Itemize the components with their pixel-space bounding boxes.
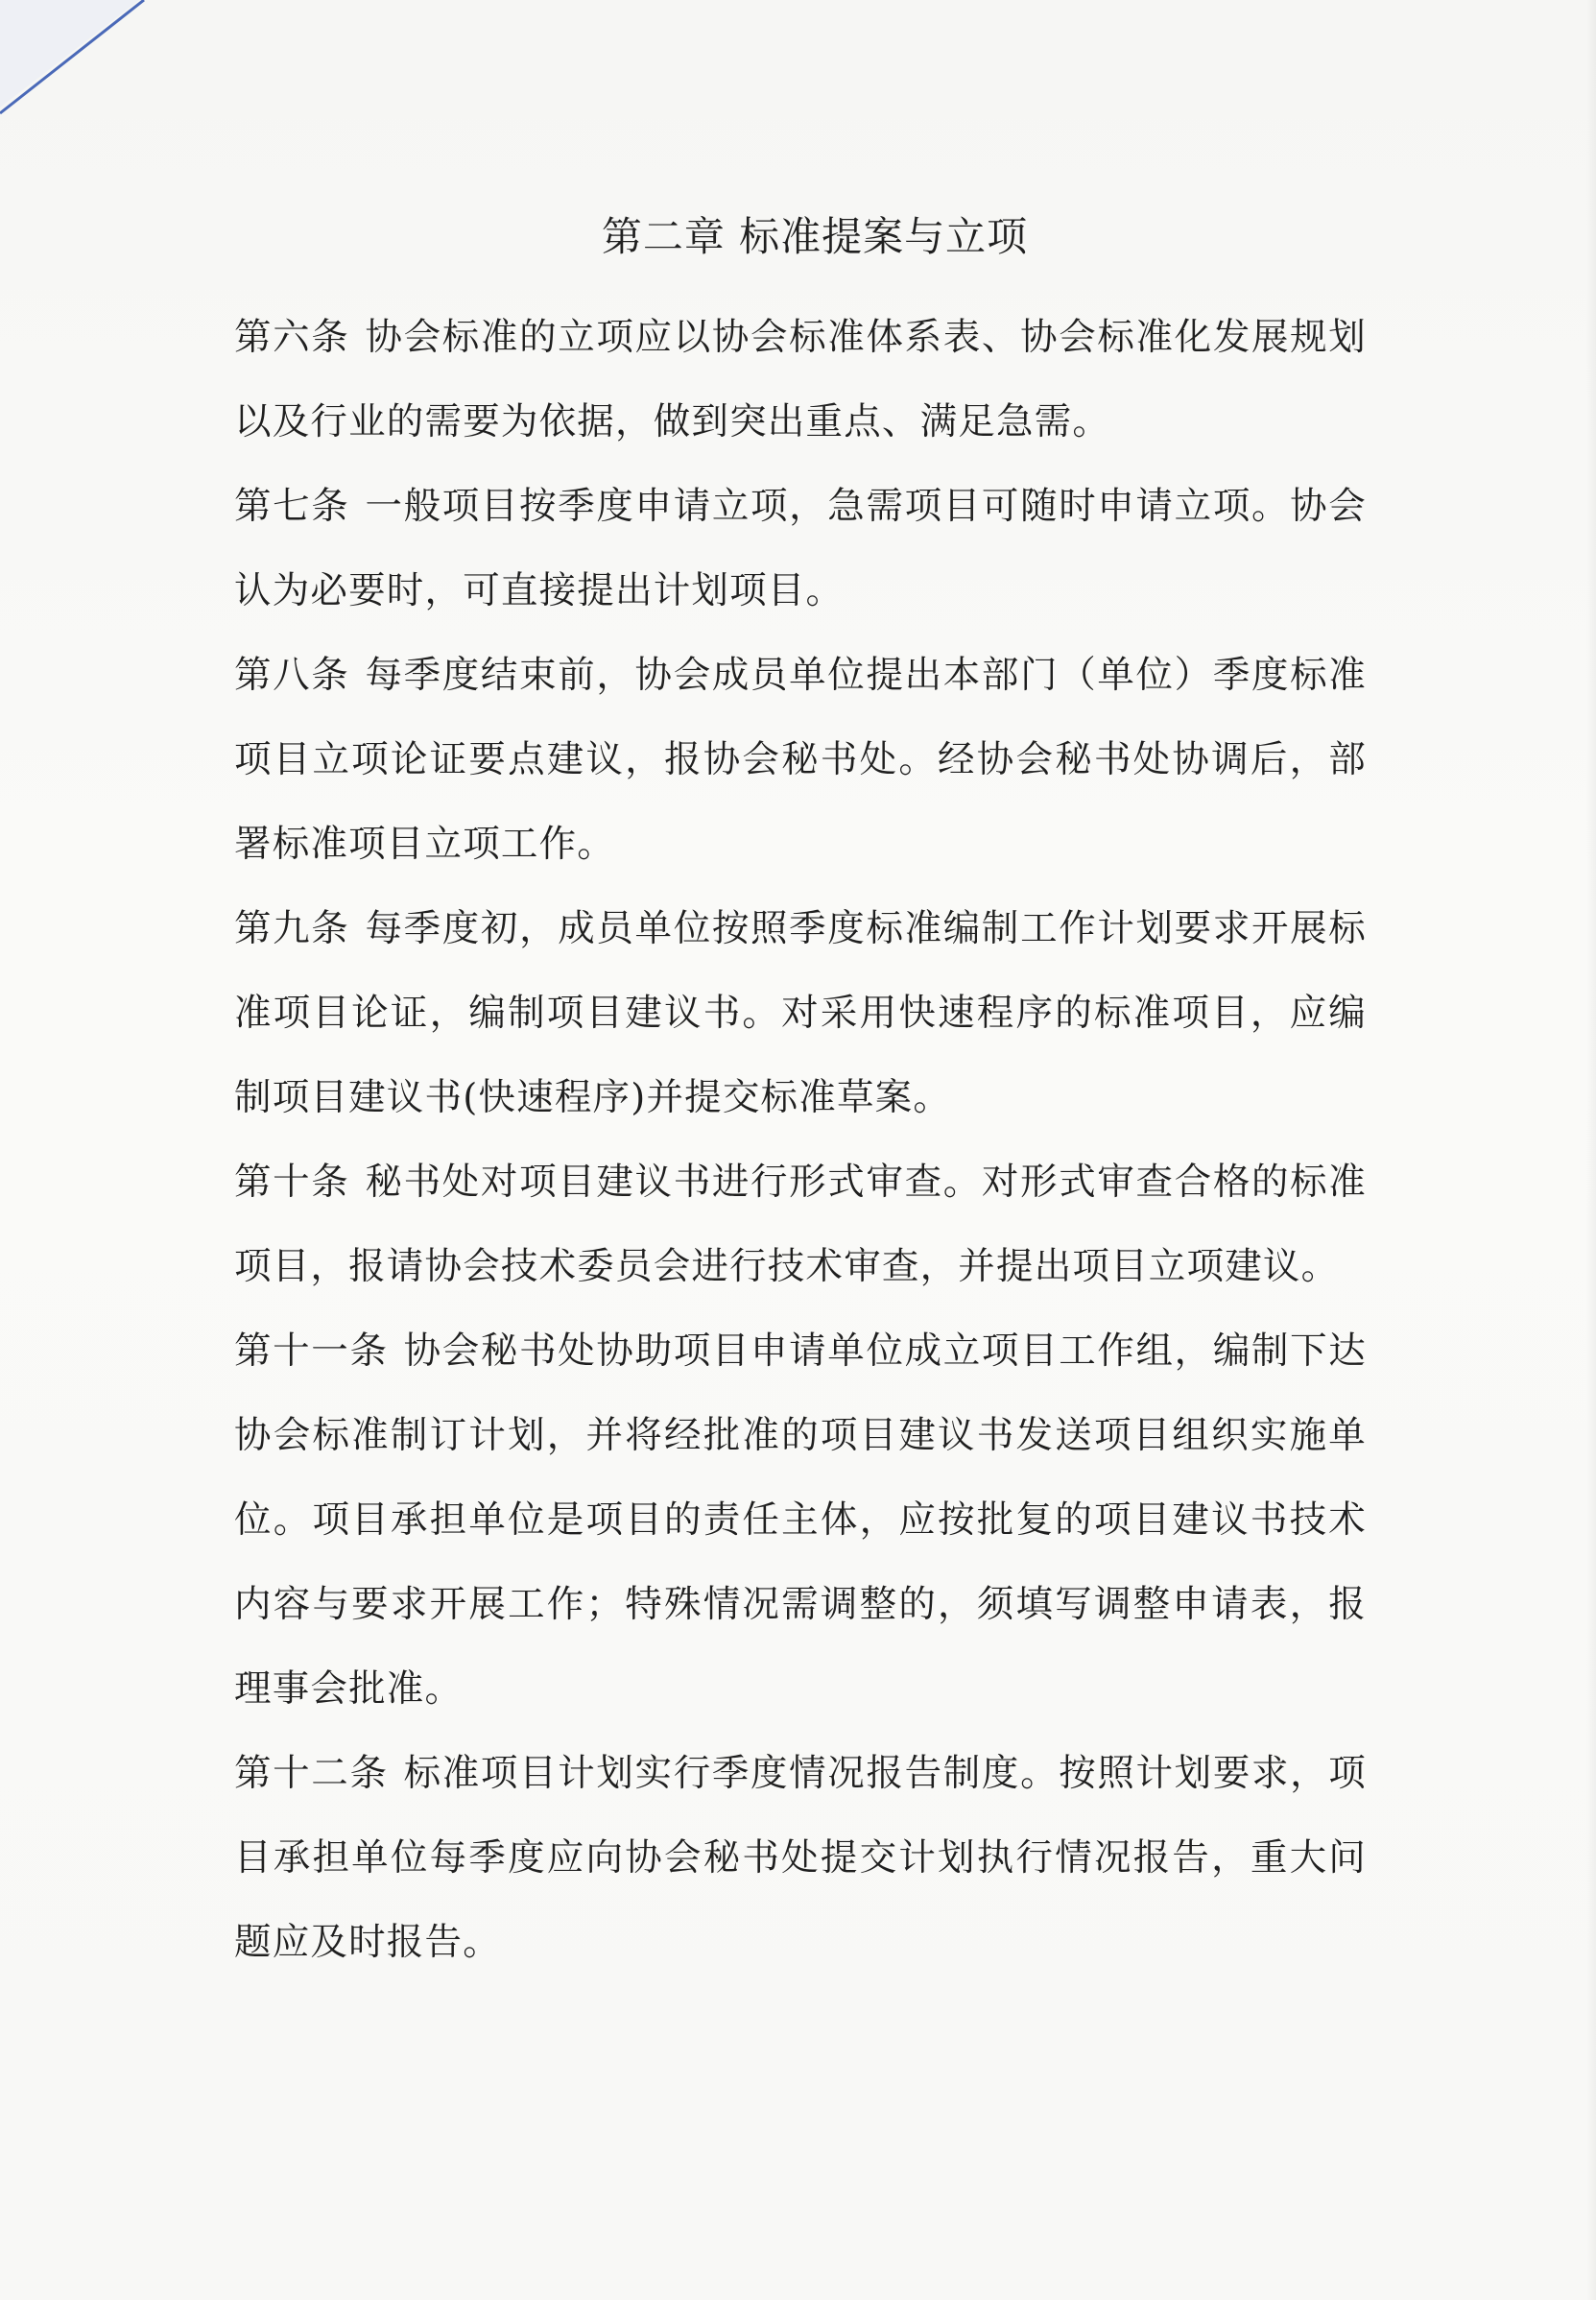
article-text: 每季度结束前，协会成员单位提出本部门（单位）季度标准项目立项论证要点建议，报协会秘书处。经协会秘书处协调后，部署标准项目立项工作。 — [234, 654, 1367, 866]
article-text: 协会标准的立项应以协会标准体系表、协会标准化发展规划以及行业的需要为依据，做到突出重点、满足急需。 — [234, 316, 1367, 443]
article-6 — [234, 296, 1367, 465]
article-text: 秘书处对项目建议书进行形式审查。对形式审查合格的标准项目，报请协会技术委员会进行技术审查，并提出项目立项建议。 — [234, 1161, 1367, 1288]
article-number: 第六条 — [234, 316, 350, 359]
article-9 — [234, 887, 1367, 1140]
article-text: 每季度初，成员单位按照季度标准编制工作计划要求开展标准项目论证，编制项目建议书。对采用快速程序的标准项目，应编制项目建议书(快速程序)并提交标准草案。 — [234, 907, 1367, 1119]
article-11 — [234, 1309, 1367, 1732]
article-number: 第九条 — [234, 907, 350, 950]
document-body — [234, 213, 1367, 1985]
article-7 — [234, 465, 1367, 634]
article-8 — [234, 634, 1367, 887]
article-text: 协会秘书处协助项目申请单位成立项目工作组，编制下达协会标准制订计划，并将经批准的项目建议书发送项目组织实施单位。项目承担单位是项目的责任主体，应按批复的项目建议书技术内容与要求开展工作；特殊情况需调整的，须填写调整申请表，报理事会批准。 — [234, 1330, 1367, 1711]
article-number: 第七条 — [234, 485, 350, 528]
article-12 — [234, 1732, 1367, 1985]
article-number: 第十二条 — [234, 1752, 389, 1795]
article-number: 第十条 — [234, 1161, 350, 1204]
folded-corner-mark — [0, 0, 154, 115]
article-text: 一般项目按季度申请立项，急需项目可随时申请立项。协会认为必要时，可直接提出计划项目。 — [234, 485, 1367, 612]
chapter-title: 第二章 标准提案与立项 — [601, 213, 1029, 260]
page-edge-shadow — [1586, 0, 1596, 2300]
article-10 — [234, 1140, 1367, 1309]
article-number: 第十一条 — [234, 1330, 389, 1373]
article-text: 标准项目计划实行季度情况报告制度。按照计划要求，项目承担单位每季度应向协会秘书处提交计划执行情况报告，重大问题应及时报告。 — [234, 1752, 1367, 1964]
article-number: 第八条 — [234, 654, 350, 697]
